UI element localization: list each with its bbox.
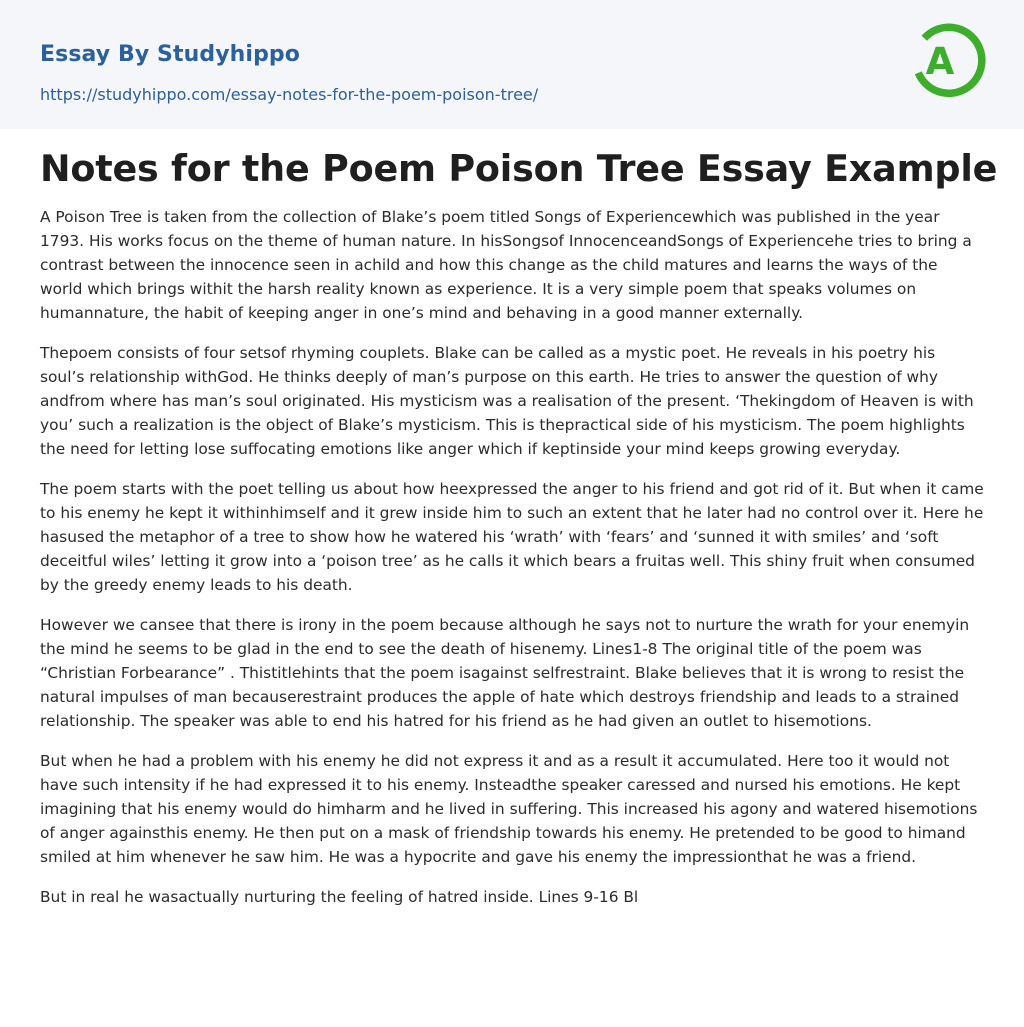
- article-body: [40, 205, 984, 909]
- studyhippo-logo-icon[interactable]: [911, 18, 987, 106]
- paragraph: Thepoem consists of four setsof rhyming couplets. Blake can be called as a mystic poet. He reveals in his poetry his soul’s relationship withGod. He thinks deeply of man’s purpose on this earth. He tries to answer the question of why andfrom where has man’s soul originated. His mysticism was a realisation of the present. ‘Thekingdom of Heaven is with you’ such a realization is the object of Blake’s mysticism. This is thepractical side of his mysticism. The poem highlights the need for letting lose suffocating emotions like anger which if keptinside your mind keeps growing everyday.: [40, 344, 974, 458]
- paragraph: The poem starts with the poet telling us about how heexpressed the anger to his friend and got rid of it. But when it came to his enemy he kept it withinhimself and it grew inside him to such an extent that he later had no control over it. Here he hasused the metaphor of a tree to show how he watered his ‘wrath’ with ‘fears’ and ‘sunned it with smiles’ and ‘soft deceitful wiles’ letting it grow into a ‘poison tree’ as he calls it which bears a fruitas well. This shiny fruit when consumed by the greedy enemy leads to his death.: [40, 480, 984, 594]
- article-title: Notes for the Poem Poison Tree Essay Example: [40, 147, 998, 190]
- paragraph: But in real he wasactually nurturing the feeling of hatred inside. Lines 9-16 Bl: [40, 888, 639, 906]
- site-header: [0, 0, 1024, 129]
- article: [0, 129, 1024, 909]
- paragraph: But when he had a problem with his enemy he did not express it and as a result it accumulated. Here too it would not have such intensity if he had expressed it to his enemy. Insteadthe speaker caressed and nursed his emotions. He kept imagining that his enemy would do himharm and he lived in suffering. This increased his agony and watered hisemotions of anger againsthis enemy. He then put on a mask of friendship towards his enemy. He pretended to be good to himand smiled at him whenever he saw him. He was a hypocrite and gave his enemy the impressionthat he was a friend.: [40, 752, 978, 866]
- paragraph: A Poison Tree is taken from the collection of Blake’s poem titled Songs of Experiencewhich was published in the year 1793. His works focus on the theme of human nature. In hisSongsof InnocenceandSongs of Experiencehe tries to bring a contrast between the innocence seen in achild and how this change as the child matures and learns the ways of the world which brings withit the harsh reality known as experience. It is a very simple poem that speaks volumes on humannature, the habit of keeping anger in one’s mind and behaving in a good manner externally.: [40, 208, 972, 322]
- brand-title[interactable]: Essay By Studyhippo: [40, 42, 300, 67]
- paragraph: However we cansee that there is irony in the poem because although he says not to nurture the wrath for your enemyin the mind he seems to be glad in the end to see the death of hisenemy. Lines1-8 The original title of the poem was “Christian Forbearance” . Thistitlehints that the poem isagainst selfrestraint. Blake believes that it is wrong to resist the natural impulses of man becauserestraint produces the apple of hate which destroys friendship and leads to a strained relationship. The speaker was able to end his hatred for his friend as he had given an outlet to hisemotions.: [40, 616, 970, 730]
- source-url-link[interactable]: https://studyhippo.com/essay-notes-for-the-poem-poison-tree/: [40, 85, 539, 104]
- logo-letter: A: [925, 40, 955, 83]
